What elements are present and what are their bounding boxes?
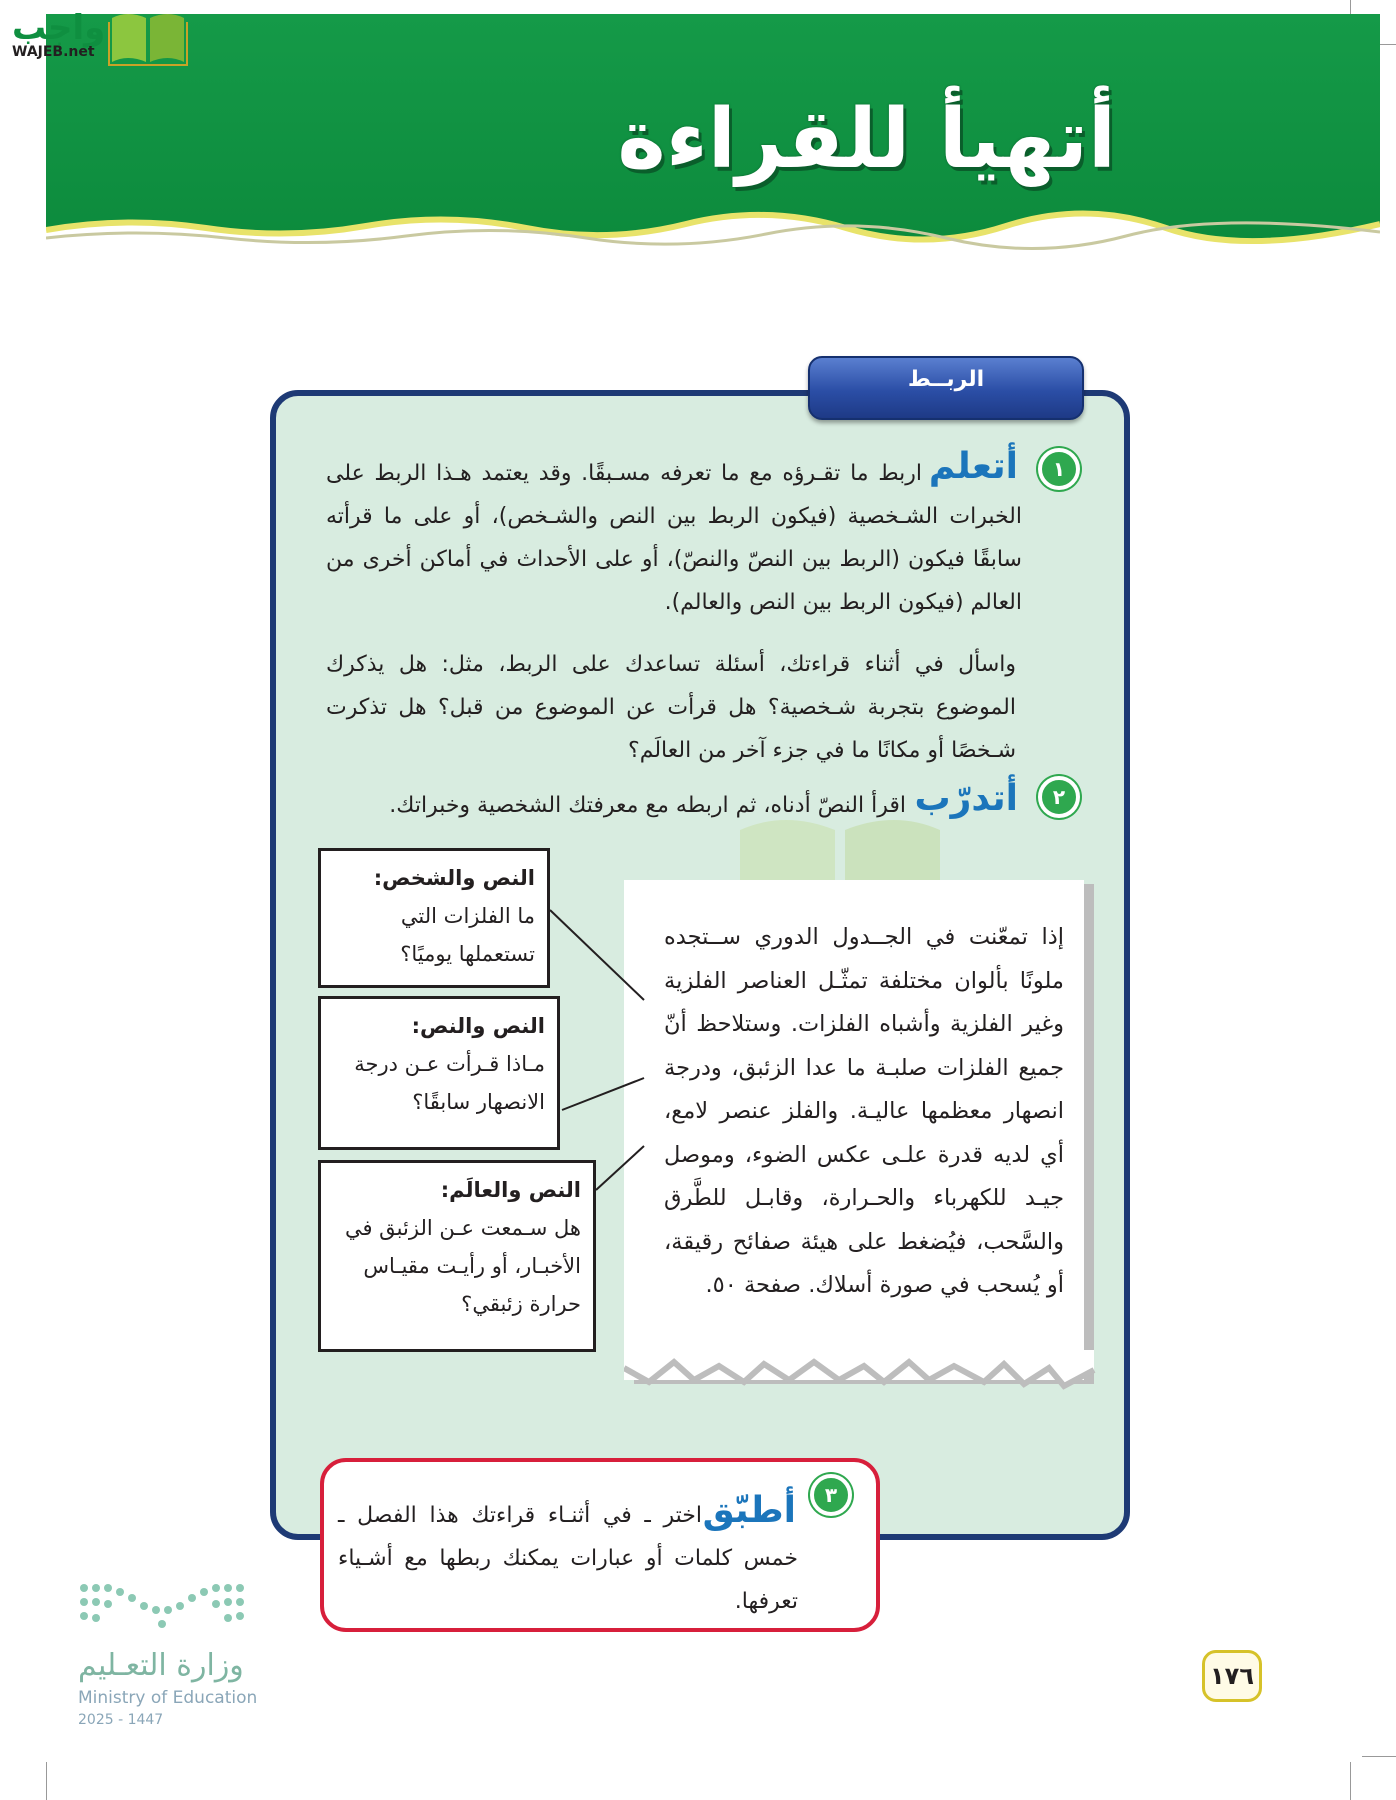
connection-box-text-to-text <box>318 996 560 1150</box>
page-title: أتهيأ للقراءة <box>617 92 1116 187</box>
step-number-badge: ٣ <box>810 1474 852 1516</box>
practice-instruction: اقرأ النصّ أدناه، ثم اربطه مع معرفتك الشخصية وخبراتك. <box>389 793 906 818</box>
step-title-practice: أتدرّب <box>914 778 1018 819</box>
learn-paragraph-1 <box>326 452 1022 624</box>
connection-heading: النص والعالَم: <box>440 1178 581 1202</box>
crop-mark <box>1350 1762 1351 1800</box>
ministry-name-english: Ministry of Education <box>78 1688 258 1708</box>
page-number: ١٧٦ <box>1202 1650 1262 1702</box>
section-tab: الربــط <box>808 356 1084 420</box>
apply-text-content: اختر ـ في أثنـاء قراءتك هذا الفصل ـ خمس كلمات أو عبارات يمكنك ربطها مع أشـياء تعرفها. <box>338 1503 798 1614</box>
step-title-learn: أتعلم <box>928 446 1018 487</box>
book-logo-icon <box>108 6 188 66</box>
step-title-apply: أطبّق <box>702 1490 796 1531</box>
step-number-badge: ١ <box>1038 448 1080 490</box>
connection-box-text-to-self <box>318 848 550 988</box>
banner-wave-decoration <box>46 208 1380 258</box>
connection-question: مـاذا قـرأت عـن درجة الانصهار سابقًا؟ <box>354 1052 545 1114</box>
apply-text <box>338 1494 798 1623</box>
connection-heading: النص والشخص: <box>373 866 535 890</box>
ministry-logo-icon <box>78 1580 248 1640</box>
passage-torn-edge <box>624 1350 1104 1400</box>
connection-question: ما الفلزات التي تستعملها يوميًا؟ <box>400 904 535 966</box>
crop-mark <box>1362 1756 1396 1757</box>
passage-text: إذا تمعّنت في الجــدول الدوري ســتجده ملونًا بألوان مختلفة تمثّـل العناصر الفلزية وغير الفلزية وأشباه الفلزات. وستلاحظ أنّ جميع الفلزات صلبـة ما عدا الزئبق، ودرجة انصهار معظمها عاليـة. والفلز عنصر لامع، أي لديه قدرة علـى عكس الضوء، وموصل جيـد للكهرباء والحـرارة، وقابـل للطَّرق والسَّحب، فيُضغط على هيئة صفائح رقيقة، أو يُسحب في صورة أسلاك. صفحة ٥٠. <box>664 924 1064 1298</box>
site-logo-sub: WAJEB.net <box>12 44 95 60</box>
ministry-name-arabic: وزارة التعـليم <box>78 1648 244 1683</box>
connection-question: هل سـمعت عـن الزئبق في الأخبـار، أو رأيـت مقيـاس حرارة زئبقي؟ <box>344 1216 581 1316</box>
learn-text-1: اربط ما تقـرؤه مع ما تعرفه مسـبقًا. وقد يعتمد هـذا الربط على الخبرات الشـخصية (فيكون الربط بين النص والشـخص)، أو على ما قرأته سابقًا فيكون (الربط بين النصّ والنصّ)، أو على الأحداث في أماكن أخرى من العالم (فيكون الربط بين النص والعالم). <box>326 461 1022 615</box>
site-logo-text: واجب <box>12 8 106 48</box>
connection-heading: النص والنص: <box>411 1014 545 1038</box>
learn-paragraph-2: واسأل في أثناء قراءتك، أسئلة تساعدك على الربط، مثل: هل يذكرك الموضوع بتجربة شـخصية؟ هل قرأت عن الموضوع من قبل؟ هل تذكرت شـخصًا أو مكانًا ما في جزء آخر من العالَم؟ <box>326 652 1016 763</box>
crop-mark <box>46 1762 47 1800</box>
academic-year: 2025 - 1447 <box>78 1712 164 1728</box>
step-number-badge: ٢ <box>1038 776 1080 818</box>
connector-lines <box>540 900 670 1200</box>
